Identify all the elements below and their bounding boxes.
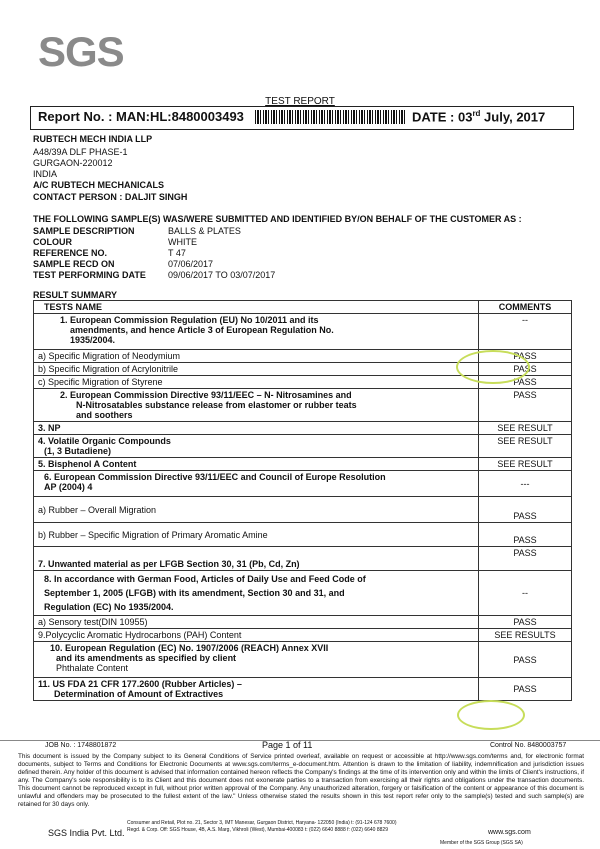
test-name: c) Specific Migration of Styrene bbox=[34, 376, 479, 389]
test-name: (1, 3 Butadiene) bbox=[44, 446, 112, 456]
sample-intro: THE FOLLOWING SAMPLE(S) WAS/WERE SUBMITTED AND IDENTIFIED BY/ON BEHALF OF THE CUSTOMER AS : bbox=[33, 214, 522, 224]
account-name: A/C RUBTECH MECHANICALS bbox=[33, 180, 164, 190]
contact-person: CONTACT PERSON : DALJIT SINGH bbox=[33, 192, 188, 202]
test-name: 3. NP bbox=[34, 422, 479, 435]
sample-value: BALLS & PLATES bbox=[168, 226, 241, 236]
table-row bbox=[34, 314, 572, 350]
test-name: b) Specific Migration of Acrylonitrile bbox=[34, 363, 479, 376]
highlight-circle bbox=[456, 350, 530, 384]
test-comment: SEE RESULT bbox=[479, 458, 572, 471]
test-name: Determination of Amount of Extractives bbox=[54, 689, 224, 699]
table-row bbox=[34, 523, 572, 547]
member-note: Member of the SGS Group (SGS SA) bbox=[440, 840, 523, 846]
column-header-comments: COMMENTS bbox=[479, 301, 572, 314]
test-name: 5. Bisphenol A Content bbox=[34, 458, 479, 471]
customer-address-line: INDIA bbox=[33, 169, 58, 179]
sample-label: COLOUR bbox=[33, 237, 72, 247]
report-date: DATE : 03rd July, 2017 bbox=[412, 109, 546, 125]
test-name: and soothers bbox=[76, 410, 133, 420]
test-comment: PASS bbox=[479, 523, 572, 547]
table-row bbox=[34, 547, 572, 571]
barcode-image bbox=[255, 110, 405, 124]
report-number: Report No. : MAN:HL:8480003493 bbox=[38, 109, 244, 124]
test-name: and its amendments as specified by client bbox=[56, 653, 237, 663]
test-name: b) Rubber – Specific Migration of Primary Aromatic Amine bbox=[34, 523, 479, 547]
table-row bbox=[34, 389, 572, 422]
sample-value: WHITE bbox=[168, 237, 197, 247]
test-name: a) Rubber – Overall Migration bbox=[34, 497, 479, 523]
test-name: 1935/2004. bbox=[70, 335, 116, 345]
test-name: 1. European Commission Regulation (EU) No 10/2011 and its bbox=[60, 315, 319, 325]
test-comment: -- bbox=[479, 314, 572, 350]
table-row bbox=[34, 571, 572, 616]
test-comment: PASS bbox=[479, 616, 572, 629]
customer-address-line: A48/39A DLF PHASE-1 bbox=[33, 147, 128, 157]
table-row bbox=[34, 629, 572, 642]
sample-value: 07/06/2017 bbox=[168, 259, 214, 269]
sample-label: REFERENCE NO. bbox=[33, 248, 108, 258]
disclaimer-text: This document is issued by the Company subject to its General Conditions of Service printed overleaf, available on request or accessible at http://www.sgs.com/terms and, for electronic format documents, subject to Terms and Conditions for Electronic Documents at www.sgs.com/terms_e-document.htm. Attention is drawn to the limitation of liability, indemnification and jurisdiction issues defined therein. Any holder of this document is advised that information contained hereon reflects the Company's findings at the time of its intervention only and within the limits of Client's instructions, if any. The Company's sole responsibility is to its Client and this document does not exonerate parties to a transaction from exercising all their rights and obligations under the transaction documents. This document cannot be reproduced except in full, without prior written approval of the Company. Any unauthorized alteration, forgery or falsification of the content or appearance of this document is unlawful and offenders may be prosecuted to the fullest extent of the law." Unless otherwise stated the results shown in this test report refer only to the sample(s) tested and such sample(s) are retained for 30 days only. bbox=[18, 753, 584, 808]
table-row bbox=[34, 471, 572, 497]
control-number: Control No. 8480003757 bbox=[490, 742, 567, 749]
sample-value: T 47 bbox=[168, 248, 186, 258]
test-comment: -- bbox=[479, 571, 572, 616]
test-name: 10. European Regulation (EC) No. 1907/2006 (REACH) Annex XVII bbox=[50, 643, 329, 653]
result-summary-title: RESULT SUMMARY bbox=[33, 290, 117, 300]
company-address-line: Regd. & Corp. Off: SGS House, 4B, A.S. Marg, Vikhroli (West), Mumbai-400083 t: (022) 6640 8888 f: (022) 6640 8829 bbox=[127, 827, 388, 833]
test-comment: --- bbox=[479, 471, 572, 497]
test-name: a) Sensory test(DIN 10955) bbox=[34, 616, 479, 629]
sgs-logo: SGS bbox=[38, 28, 124, 75]
test-name: 4. Volatile Organic Compounds bbox=[38, 436, 171, 446]
sample-label: TEST PERFORMING DATE bbox=[33, 270, 146, 280]
customer-name: RUBTECH MECH INDIA LLP bbox=[33, 134, 153, 144]
test-comment: PASS bbox=[479, 678, 572, 701]
sample-label: SAMPLE DESCRIPTION bbox=[33, 226, 135, 236]
website: www.sgs.com bbox=[488, 829, 531, 836]
test-name: AP (2004) 4 bbox=[44, 482, 93, 492]
table-row bbox=[34, 616, 572, 629]
test-name: 9.Polycyclic Aromatic Hydrocarbons (PAH) Content bbox=[34, 629, 479, 642]
table-row bbox=[34, 435, 572, 458]
test-comment: PASS bbox=[479, 376, 572, 389]
test-comment: PASS bbox=[479, 547, 572, 571]
sample-value: 09/06/2017 TO 03/07/2017 bbox=[168, 270, 276, 280]
test-name: Phthalate Content bbox=[56, 663, 129, 673]
test-comment: SEE RESULT bbox=[479, 435, 572, 458]
table-row bbox=[34, 458, 572, 471]
test-name: 11. US FDA 21 CFR 177.2600 (Rubber Articles) – bbox=[38, 679, 242, 689]
test-comment: PASS bbox=[479, 497, 572, 523]
test-name: amendments, and hence Article 3 of European Regulation No. bbox=[70, 325, 334, 335]
test-name: Regulation (EC) No 1935/2004. bbox=[44, 602, 174, 612]
table-row bbox=[34, 642, 572, 678]
table-row bbox=[34, 678, 572, 701]
document-title: TEST REPORT bbox=[265, 96, 335, 107]
test-name: a) Specific Migration of Neodymium bbox=[34, 350, 479, 363]
test-comment: SEE RESULT bbox=[479, 422, 572, 435]
test-name: 8. In accordance with German Food, Articles of Daily Use and Feed Code of bbox=[44, 574, 366, 584]
test-comment: PASS bbox=[479, 642, 572, 678]
test-comment: PASS bbox=[479, 389, 572, 422]
test-name: September 1, 2005 (LFGB) with its amendment, Section 30 and 31, and bbox=[44, 588, 345, 598]
test-comment: PASS bbox=[479, 363, 572, 376]
test-name: 6. European Commission Directive 93/11/EEC and Council of Europe Resolution bbox=[44, 472, 386, 482]
company-address-line: Consumer and Retail, Plot no. 21, Sector 3, IMT Manesar, Gurgaon District, Haryana- 122050 (India) t: (91-124 678 7600) bbox=[127, 820, 397, 826]
test-comment: SEE RESULTS bbox=[479, 629, 572, 642]
test-name: 2. European Commission Directive 93/11/EEC – N- Nitrosamines and bbox=[60, 390, 352, 400]
table-row bbox=[34, 497, 572, 523]
column-header-tests: TESTS NAME bbox=[34, 301, 479, 314]
sample-label: SAMPLE RECD ON bbox=[33, 259, 115, 269]
test-name: N-Nitrosatables substance release from elastomer or rubber teats bbox=[76, 400, 357, 410]
table-header-row bbox=[34, 301, 572, 314]
customer-address-line: GURGAON-220012 bbox=[33, 158, 113, 168]
job-number: JOB No. : 1748801872 bbox=[45, 742, 117, 749]
table-row bbox=[34, 422, 572, 435]
test-name: 7. Unwanted material as per LFGB Section 30, 31 (Pb, Cd, Zn) bbox=[34, 547, 479, 571]
highlight-circle bbox=[457, 700, 525, 730]
company-name: SGS India Pvt. Ltd. bbox=[48, 828, 125, 838]
test-comment: PASS bbox=[479, 350, 572, 363]
page-number: Page 1 of 11 bbox=[262, 740, 313, 750]
